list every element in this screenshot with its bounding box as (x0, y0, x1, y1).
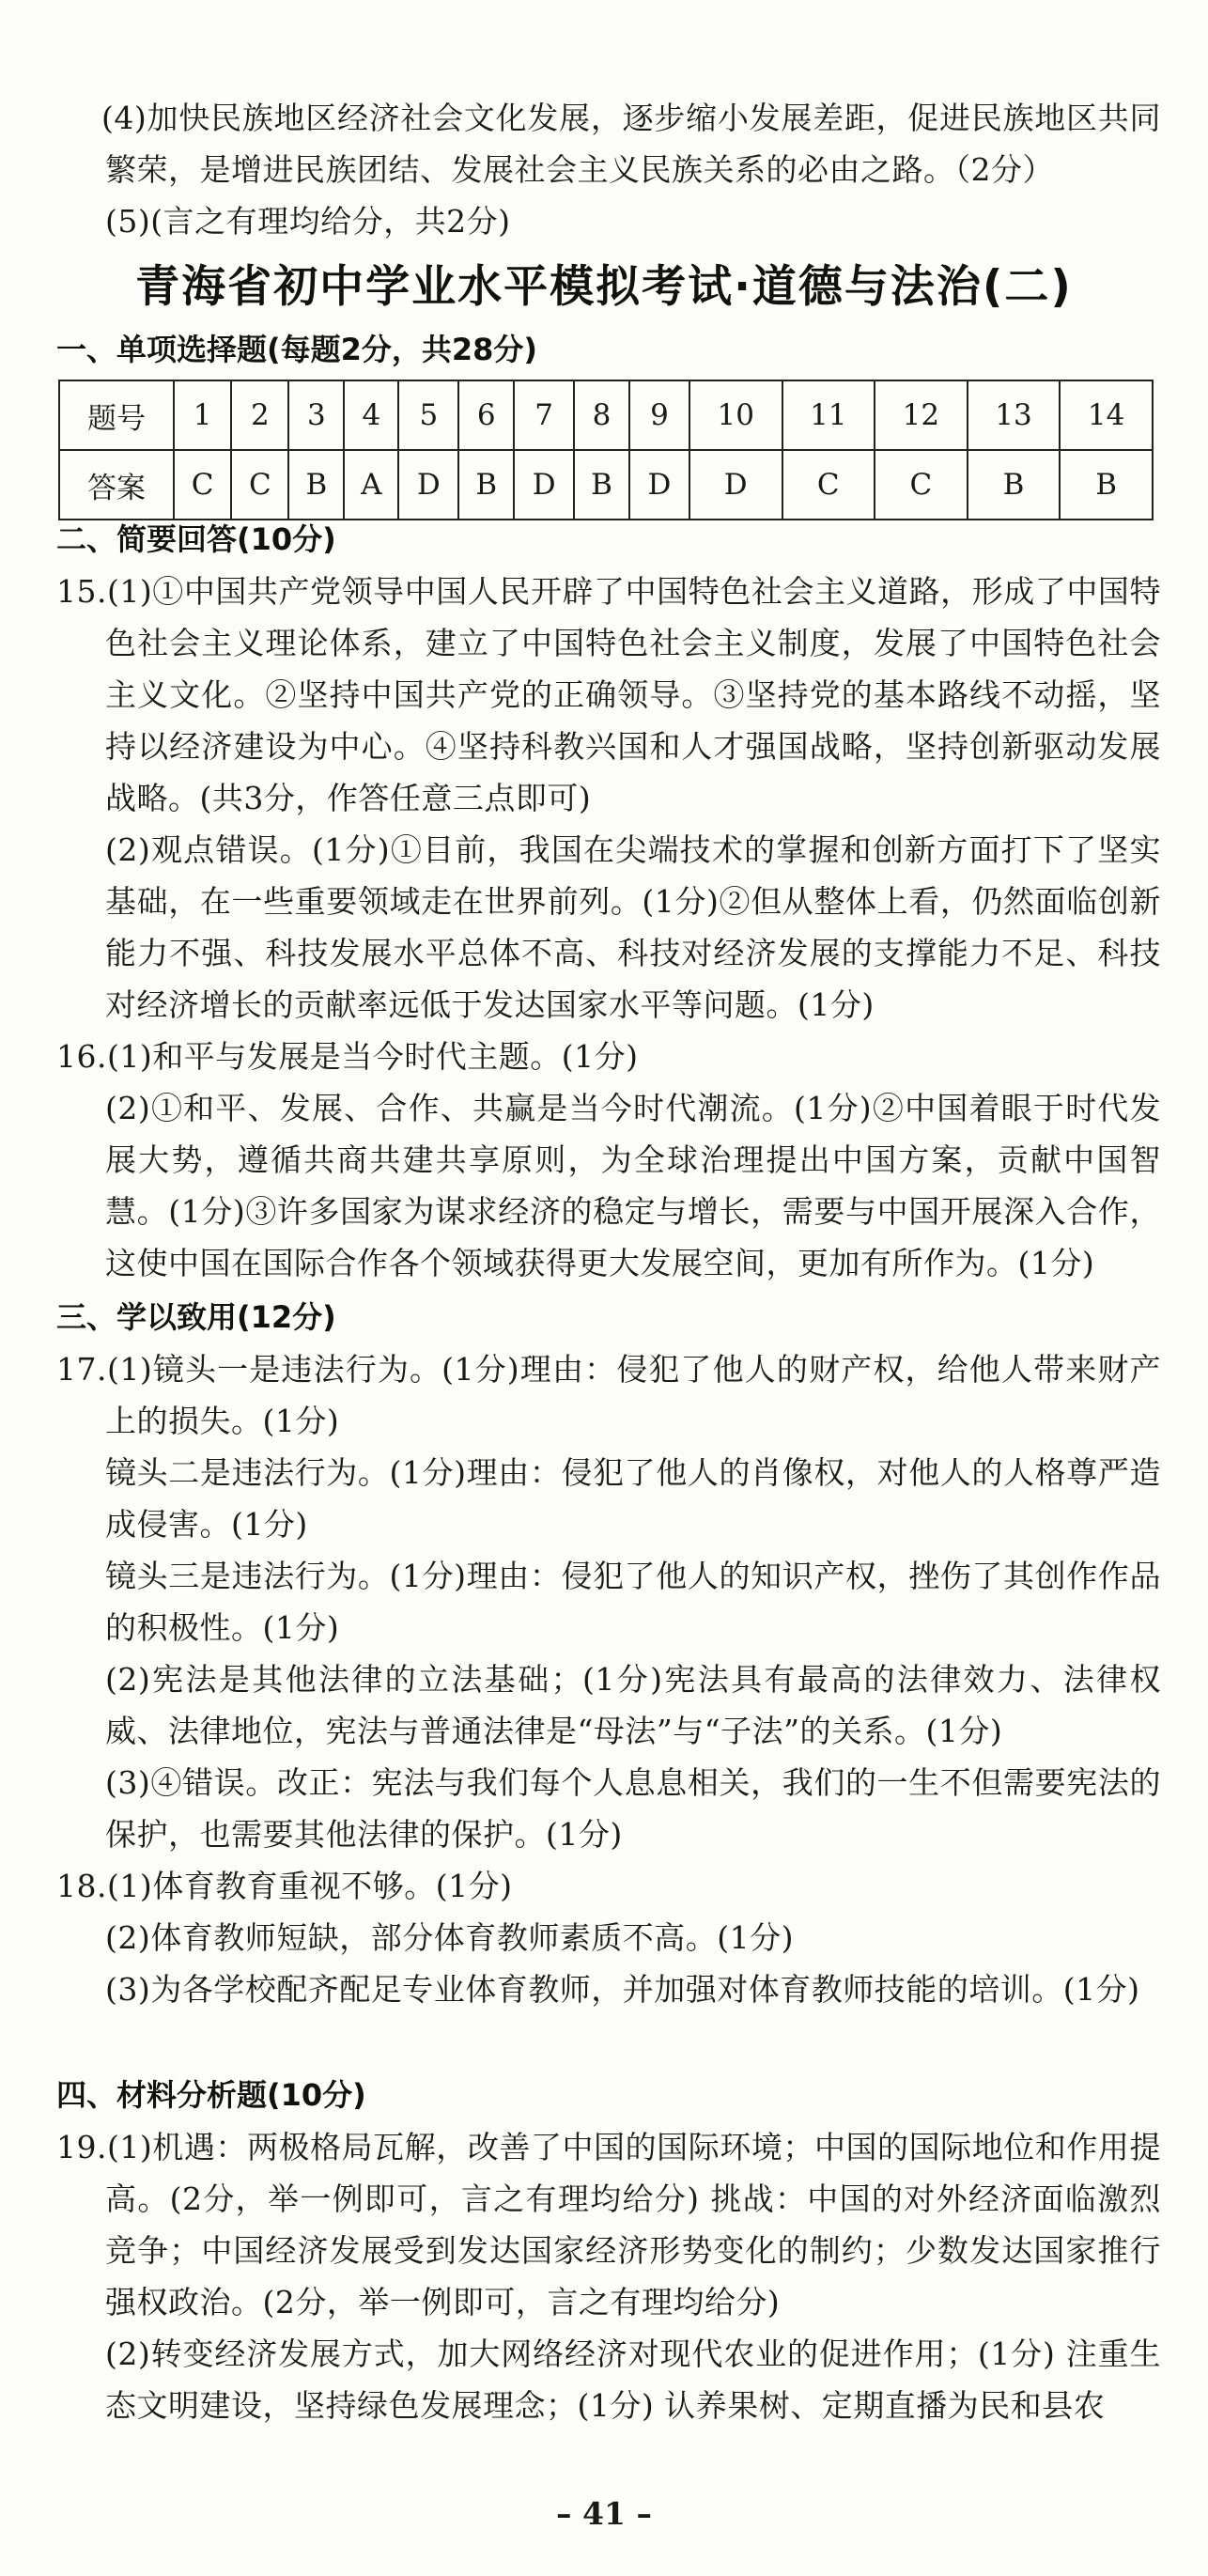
answer-row (59, 450, 1153, 520)
table-cell: 8 (574, 380, 629, 450)
table-cell: 6 (458, 380, 514, 450)
answer-table (58, 380, 1154, 520)
answer-paragraph-q16-1: 16.(1)和平与发展是当今时代主题。(1分) (56, 1038, 639, 1075)
exam-title: 青海省初中学业水平模拟考试·道德与法治(二) (135, 261, 1073, 313)
answer-paragraph-q17-1c: 镜头三是违法行为。(1分)理由：侵犯了他人的知识产权，挫伤了其创作作品的积极性。(1分) (105, 1558, 1161, 1646)
answer-paragraph-q18-1: 18.(1)体育教育重视不够。(1分) (56, 1868, 513, 1904)
table-cell: D (514, 450, 574, 520)
table-cell: C (174, 450, 231, 520)
answer-paragraph-q18-2: (2)体育教师短缺，部分体育教师素质不高。(1分) (105, 1919, 794, 1956)
question-number-row (59, 380, 1153, 450)
table-cell: 13 (968, 380, 1061, 450)
table-cell: C (231, 450, 288, 520)
table-cell: B (968, 450, 1061, 520)
table-cell: 10 (689, 380, 782, 450)
section-heading-short-answer: 二、简要回答(10分) (56, 521, 336, 557)
table-cell: 4 (344, 380, 398, 450)
table-cell: A (344, 450, 398, 520)
table-cell: C (875, 450, 968, 520)
page-number: – 41 – (556, 2495, 652, 2532)
section-heading-material-analysis: 四、材料分析题(10分) (56, 2077, 366, 2113)
table-cell: B (288, 450, 344, 520)
table-cell: D (398, 450, 458, 520)
answer-paragraph-q16-2: (2)①和平、发展、合作、共赢是当今时代潮流。(1分)②中国着眼于时代发展大势，遵循共商共建共享原则，为全球治理提出中国方案，贡献中国智慧。(1分)③许多国家为谋求经济的稳定与增长，需要与中国开展深入合作，这使中国在国际合作各个领域获得更大发展空间，更加有所作为。(1分) (105, 1090, 1161, 1281)
section-heading-choice: 一、单项选择题(每题2分，共28分) (56, 332, 538, 367)
table-cell: D (689, 450, 782, 520)
table-cell: 1 (174, 380, 231, 450)
table-cell: 12 (875, 380, 968, 450)
table-cell: 3 (288, 380, 344, 450)
table-cell: 7 (514, 380, 574, 450)
answer-paragraph-q15-1: 15.(1)①中国共产党领导中国人民开辟了中国特色社会主义道路，形成了中国特色社会主义理论体系，建立了中国特色社会主义制度，发展了中国特色社会主义文化。②坚持中国共产党的正确领导。③坚持党的基本路线不动摇，坚持以经济建设为中心。④坚持科教兴国和人才强国战略，坚持创新驱动发展战略。(共3分，作答任意三点即可) (56, 573, 1161, 816)
answer-paragraph-q19-1: 19.(1)机遇：两极格局瓦解，改善了中国的国际环境；中国的国际地位和作用提高。(2分，举一例即可，言之有理均给分) 挑战：中国的对外经济面临激烈竞争；中国经济发展受到发达国家经济形势变化的制约；少数发达国家推行强权政治。(2分，举一例即可，言之有理均给分) (56, 2129, 1161, 2320)
answer-paragraph-q17-1b: 镜头二是违法行为。(1分)理由：侵犯了他人的肖像权，对他人的人格尊严造成侵害。(1分) (105, 1454, 1161, 1543)
table-cell: 9 (629, 380, 689, 450)
answer-paragraph-q17-2: (2)宪法是其他法律的立法基础；(1分)宪法具有最高的法律效力、法律权威、法律地位，宪法与普通法律是“母法”与“子法”的关系。(1分) (105, 1661, 1161, 1749)
answer-paragraph-q17-3: (3)④错误。改正：宪法与我们每个人息息相关，我们的一生不但需要宪法的保护，也需要其他法律的保护。(1分) (105, 1764, 1161, 1853)
table-cell: D (629, 450, 689, 520)
answer-paragraph-q18-3: (3)为各学校配齐配足专业体育教师，并加强对体育教师技能的培训。(1分) (105, 1971, 1140, 2008)
answer-paragraph-q17-1a: 17.(1)镜头一是违法行为。(1分)理由：侵犯了他人的财产权，给他人带来财产上的损失。(1分) (56, 1351, 1161, 1439)
table-cell: 14 (1060, 380, 1153, 450)
answer-paragraph: (5)(言之有理均给分，共2分) (105, 203, 511, 240)
table-cell: 5 (398, 380, 458, 450)
table-cell: B (1060, 450, 1153, 520)
answer-paragraph-q15-2: (2)观点错误。(1分)①目前，我国在尖端技术的掌握和创新方面打下了坚实基础，在一些重要领域走在世界前列。(1分)②但从整体上看，仍然面临创新能力不强、科技发展水平总体不高、科技对经济发展的支撑能力不足、科技对经济增长的贡献率远低于发达国家水平等问题。(1分) (105, 831, 1161, 1023)
row-label-question: 题号 (59, 380, 174, 450)
table-cell: 11 (782, 380, 875, 450)
table-cell: 2 (231, 380, 288, 450)
answer-paragraph-q19-2: (2)转变经济发展方式，加大网络经济对现代农业的促进作用；(1分) 注重生态文明建设，坚持绿色发展理念；(1分) 认养果树、定期直播为民和县农 (105, 2335, 1161, 2424)
answer-paragraph: (4)加快民族地区经济社会文化发展，逐步缩小发展差距，促进民族地区共同繁荣，是增进民族团结、发展社会主义民族关系的必由之路。（2分） (101, 100, 1161, 188)
table-cell: B (458, 450, 514, 520)
section-heading-application: 三、学以致用(12分) (56, 1299, 336, 1335)
table-cell: C (782, 450, 875, 520)
table-cell: B (574, 450, 629, 520)
row-label-answer: 答案 (59, 450, 174, 520)
